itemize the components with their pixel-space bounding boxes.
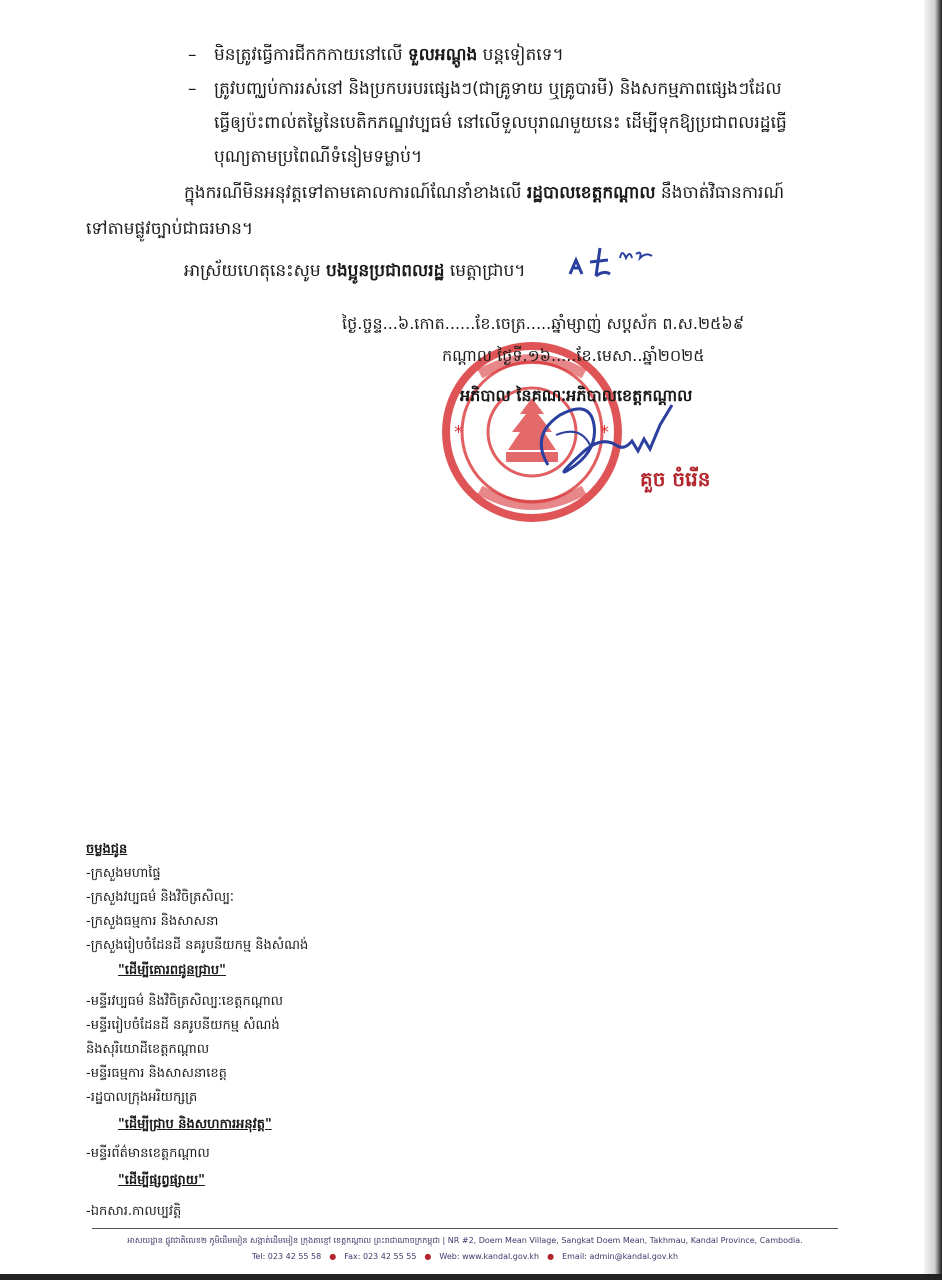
cc-item: -មន្ទីរធម្មការ និងសាសនាខេត្ត: [86, 1066, 227, 1081]
cc-item: -ក្រសួងរៀបចំដែនដី នគរូបនីយកម្ម និងសំណង់: [86, 938, 309, 953]
footer-address: អាសយដ្ឋាន ផ្លូវជាតិលេខ២ ភូមិដើមមៀន សង្កាត់ដើមមៀន ក្រុងតាខ្មៅ ខេត្តកណ្តាល ព្រះរាជាណាចក្រកម្ពុជា | NR #2, Doem Mean Village, Sangkat Doem Mean, Takhmau, Kandal Province, Cambodia.: [127, 1236, 803, 1245]
footer-tel: Tel: 023 42 55 58: [251, 1252, 322, 1261]
bullet-item: [214, 38, 844, 72]
bullet-dash: –: [188, 45, 197, 65]
cc-heading: ចម្លងជូន: [86, 842, 128, 857]
cc-item: -មន្ទីរព័ត៌មានខេត្តកណ្តាល: [86, 1146, 210, 1161]
cc-item: -ក្រសួងមហាផ្ទៃ: [86, 866, 161, 881]
paragraph-text: នឹងចាត់វិធានការណ៍: [655, 183, 785, 203]
scan-bottom-edge: [0, 1274, 942, 1280]
separator-dot-icon: ●: [329, 1252, 337, 1261]
paragraph-text: ក្នុងករណីមិនអនុវត្តទៅតាមគោលការណ៍ណែនាំខាងលើ: [184, 183, 527, 203]
bullet-line: ធ្វើឲ្យប៉ះពាល់តម្លៃនៃបេតិកភណ្ឌវប្បធម៌ នៅលើទួលបុរាណមួយនេះ ដើម្បីទុកឱ្យប្រជាពលរដ្ឋធ្វើ: [214, 113, 787, 133]
separator-dot-icon: ●: [424, 1252, 432, 1261]
bullet-text: មិនត្រូវធ្វើការជីកកកាយនៅលើ: [214, 45, 408, 65]
authority-title: អភិបាល នៃគណៈអភិបាលខេត្តកណ្តាល: [460, 386, 693, 405]
scan-edge-shadow: [924, 0, 942, 1280]
cc-item: -មន្ទីរវប្បធម៌ និងវិចិត្រសិល្បៈខេត្តកណ្តាល: [86, 994, 284, 1009]
cc-item: -រដ្ឋបាលក្រុងអរិយក្សត្រ: [86, 1090, 198, 1105]
authority-name: រដ្ឋបាលខេត្តកណ្តាល: [526, 183, 656, 203]
footer-contacts: [92, 1252, 838, 1261]
footer-web: Web: www.kandal.gov.kh: [439, 1252, 540, 1261]
bullet-item: [214, 72, 844, 174]
bullet-bold-text: ទួលអណ្តូង: [407, 45, 478, 65]
cc-purpose-label: "ដើម្បីគោរពជូនជ្រាប": [118, 963, 226, 978]
closing-paragraph: [184, 254, 525, 288]
footer-email: Email: admin@kandal.gov.kh: [562, 1252, 679, 1261]
bullet-dash: –: [188, 79, 197, 99]
addressee: បងប្អូនប្រជាពលរដ្ឋ: [326, 261, 445, 281]
cc-item: -មន្ទីររៀបចំដែនដី នគរូបនីយកម្ម សំណង់: [86, 1018, 280, 1033]
enforcement-paragraph-line2: ទៅតាមផ្លូវច្បាប់ជាធរមាន។: [86, 219, 254, 239]
footer-divider: [92, 1228, 838, 1229]
cc-item: -ក្រសួងធម្មការ និងសាសនា: [86, 914, 219, 929]
enforcement-paragraph-line1: [184, 176, 854, 210]
solar-date: កណ្តាល ថ្ងៃទី.១៦.....ខែ.មេសា..ឆ្នាំ២០២៥: [442, 346, 705, 365]
separator-dot-icon: ●: [547, 1252, 555, 1261]
paragraph-text: អាស្រ័យហេតុនេះសូម: [184, 261, 327, 281]
bullet-text-tail: បន្តទៀតទេ។: [477, 45, 564, 65]
cc-item: -ក្រសួងវប្បធម៌ និងវិចិត្រសិល្បៈ: [86, 890, 234, 905]
svg-text:*: *: [454, 422, 463, 443]
handwritten-initial-mark: [566, 240, 666, 280]
bullet-line: ត្រូវបញ្ឈប់ការរស់នៅ និងប្រកបរបរផ្សេងៗ(ជាគ្រូទាយ ឬគ្រូបារមី) និងសកម្មភាពផ្សេងៗដែល: [214, 79, 782, 99]
svg-text:*: *: [600, 422, 609, 443]
cc-item: -ឯកសារ.កាលប្បវត្តិ: [86, 1204, 182, 1219]
signer-name: គួច ចំរើន: [640, 467, 711, 491]
footer-fax: Fax: 023 42 55 55: [344, 1252, 417, 1261]
bullet-line: បុណ្យតាមប្រពៃណីទំនៀមទម្លាប់។: [214, 147, 423, 167]
paragraph-text: មេត្តាជ្រាប។: [444, 261, 526, 281]
lunar-date: ថ្ងៃ.ច្ចន្ទ...៦.កោត......ខែ.ចេត្រ.....ឆ្នាំម្សាញ់ សប្តស័ក ព.ស.២៥៦៩: [342, 314, 745, 333]
cc-purpose-label: "ដើម្បីជ្រាប និងសហការអនុវត្ត": [118, 1117, 272, 1132]
cc-purpose-label: "ដើម្បីផ្សព្វផ្សាយ": [118, 1173, 205, 1188]
cc-item: និងសុរិយោដីខេត្តកណ្តាល: [86, 1042, 210, 1057]
